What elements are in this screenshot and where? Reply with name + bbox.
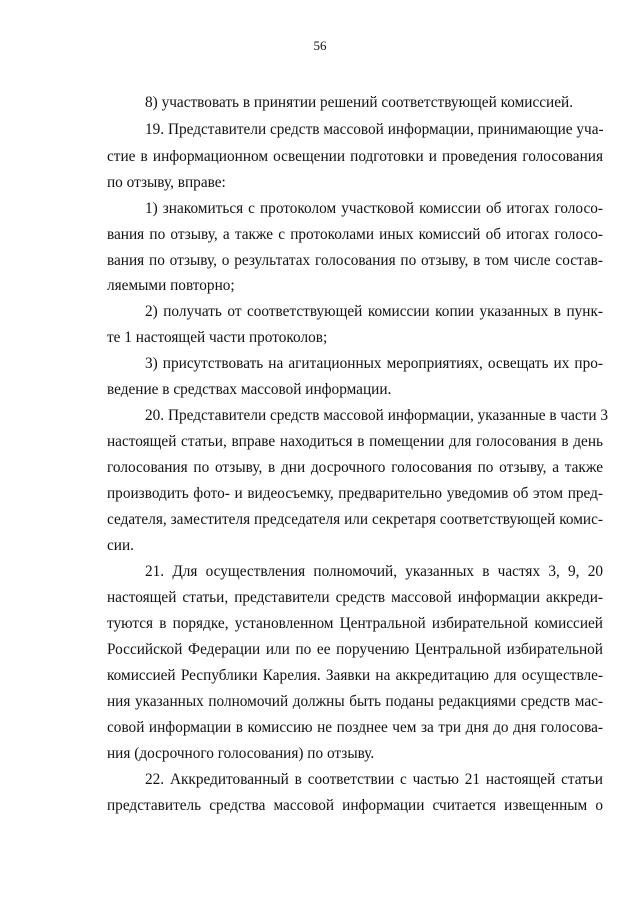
text-line: 19. Представители средств массовой информации, принимающие уча- xyxy=(145,121,604,138)
text-line: Российской Федерации или по ее поручению Центральной избирательной xyxy=(107,641,603,658)
text-line: совой информации в комиссию не позднее чем за три дня до дня голосова- xyxy=(107,719,603,736)
text-line: комиссией Республики Карелия. Заявки на аккредитацию для осуществле- xyxy=(107,667,603,684)
text-line: те 1 настоящей части протоколов; xyxy=(107,329,328,346)
text-line: настоящей статьи, вправе находиться в помещении для голосования в день xyxy=(107,433,603,450)
text-line: ляемыми повторно; xyxy=(107,277,235,294)
text-line: по отзыву, вправе: xyxy=(107,174,226,191)
text-line: 2) получать от соответствующей комиссии копии указанных в пунк- xyxy=(145,303,603,320)
text-line: 22. Аккредитованный в соответствии с частью 21 настоящей статьи xyxy=(145,771,603,788)
page-number: 56 xyxy=(313,38,327,53)
text-line: представитель средства массовой информации считается извещенным о xyxy=(107,797,603,814)
text-line: вания по отзыву, а также с протоколами иных комиссий об итогах голосо- xyxy=(107,226,603,243)
text-line: 8) участвовать в принятии решений соответствующей комиссией. xyxy=(145,94,574,111)
text-line: туются в порядке, установленном Центральной избирательной комиссией xyxy=(107,615,603,632)
text-line: ния указанных полномочий должны быть поданы редакциями средств мас- xyxy=(107,693,603,710)
text-line: голосования по отзыву, в дни досрочного голосования по отзыву, а также xyxy=(107,459,603,476)
text-line: седателя, заместителя председателя или секретаря соответствующей комис- xyxy=(107,511,603,528)
text-line: производить фото- и видеосъемку, предварительно уведомив об этом пред- xyxy=(107,485,603,502)
text-line: настоящей статьи, представители средств массовой информации аккреди- xyxy=(107,589,603,606)
text-line: вания по отзыву, о результатах голосования по отзыву, в том числе состав- xyxy=(107,252,603,269)
text-line: 21. Для осуществления полномочий, указанных в частях 3, 9, 20 xyxy=(145,563,603,580)
text-line: 3) присутствовать на агитационных мероприятиях, освещать их про- xyxy=(145,355,603,372)
text-line: 20. Представители средств массовой информации, указанные в части 3 xyxy=(145,407,609,424)
text-line: ния (досрочного голосования) по отзыву. xyxy=(107,745,375,762)
text-line: стие в информационном освещении подготовки и проведения голосования xyxy=(107,148,603,165)
text-line: 1) знакомиться с протоколом участковой комиссии об итогах голосо- xyxy=(145,200,603,217)
text-line: сии. xyxy=(107,537,134,554)
text-line: ведение в средствах массовой информации. xyxy=(107,381,392,398)
